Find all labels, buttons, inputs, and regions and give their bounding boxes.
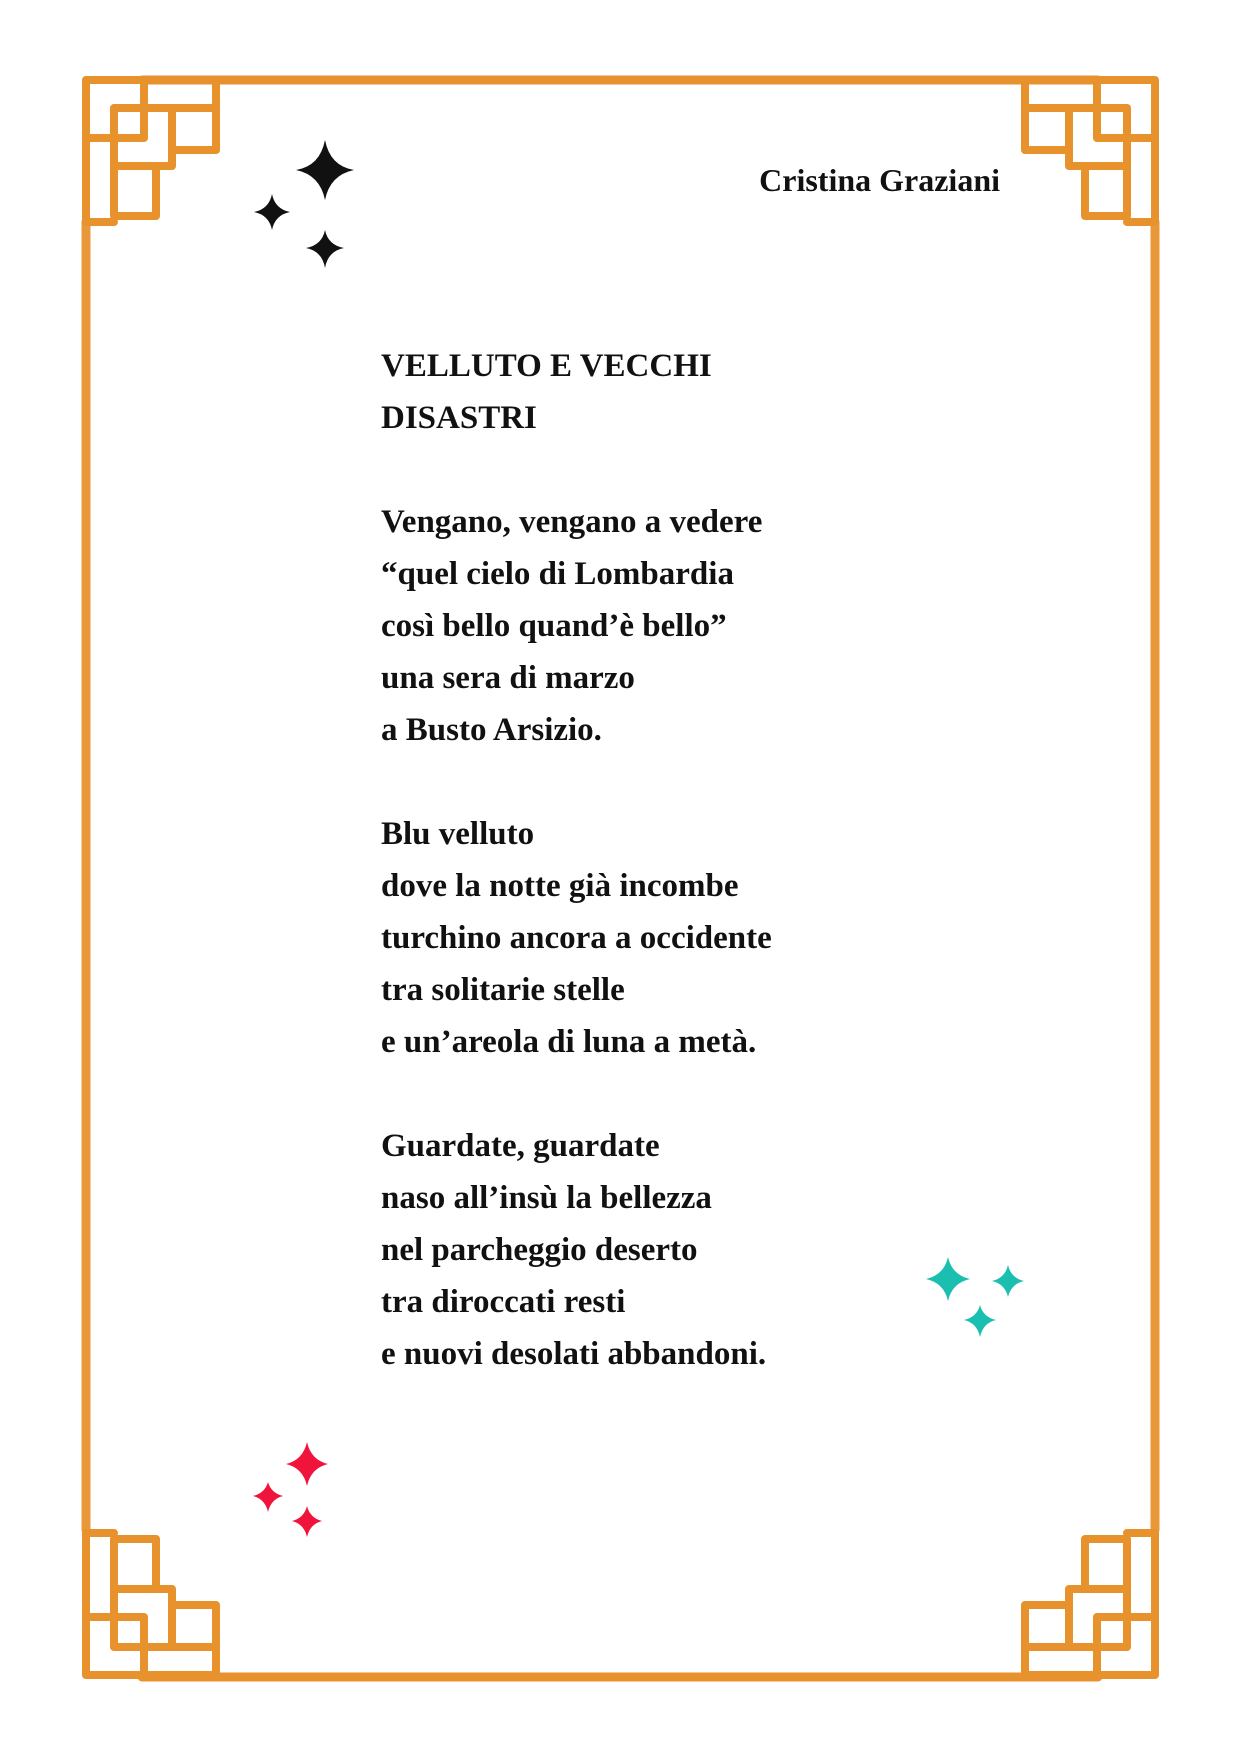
corner-ornament-bottom-right (1025, 1533, 1155, 1675)
author-name: Cristina Graziani (759, 162, 1000, 198)
verse-line: Guardate, guardate (381, 1128, 660, 1164)
verse-line: “quel cielo di Lombardia (381, 556, 734, 592)
corner-ornament-bottom-left (86, 1533, 216, 1675)
verse-line: tra diroccati resti (381, 1284, 626, 1320)
poem-title (381, 340, 1001, 444)
verse-line: a Busto Arsizio. (381, 712, 602, 748)
verse-line: e un’areola di luna a metà. (381, 1024, 757, 1060)
stanza-3 (381, 1120, 1001, 1380)
verse-line: nel parcheggio deserto (381, 1232, 698, 1268)
verse-line: Blu velluto (381, 816, 535, 852)
stanza-2 (381, 808, 1001, 1068)
corner-ornament-top-left (86, 80, 216, 222)
verse-line: tra solitarie stelle (381, 972, 625, 1008)
verse-line: turchino ancora a occidente (381, 920, 772, 956)
sparkles-icon (250, 1440, 340, 1540)
verse-line: dove la notte già incombe (381, 868, 739, 904)
stanza-1 (381, 496, 1001, 756)
verse-line: Vengano, vengano a vedere (381, 504, 763, 540)
verse-line: naso all’insù la bellezza (381, 1180, 712, 1216)
poem (381, 340, 1001, 1380)
poem-title-line: VELLUTO E VECCHI (381, 348, 712, 384)
poem-title-line: DISASTRI (381, 400, 537, 436)
verse-line: e nuovi desolati abbandoni. (381, 1336, 767, 1372)
sparkles-icon (250, 138, 360, 273)
verse-line: una sera di marzo (381, 660, 635, 696)
verse-line: così bello quand’è bello” (381, 608, 727, 644)
corner-ornament-top-right (1025, 80, 1155, 222)
